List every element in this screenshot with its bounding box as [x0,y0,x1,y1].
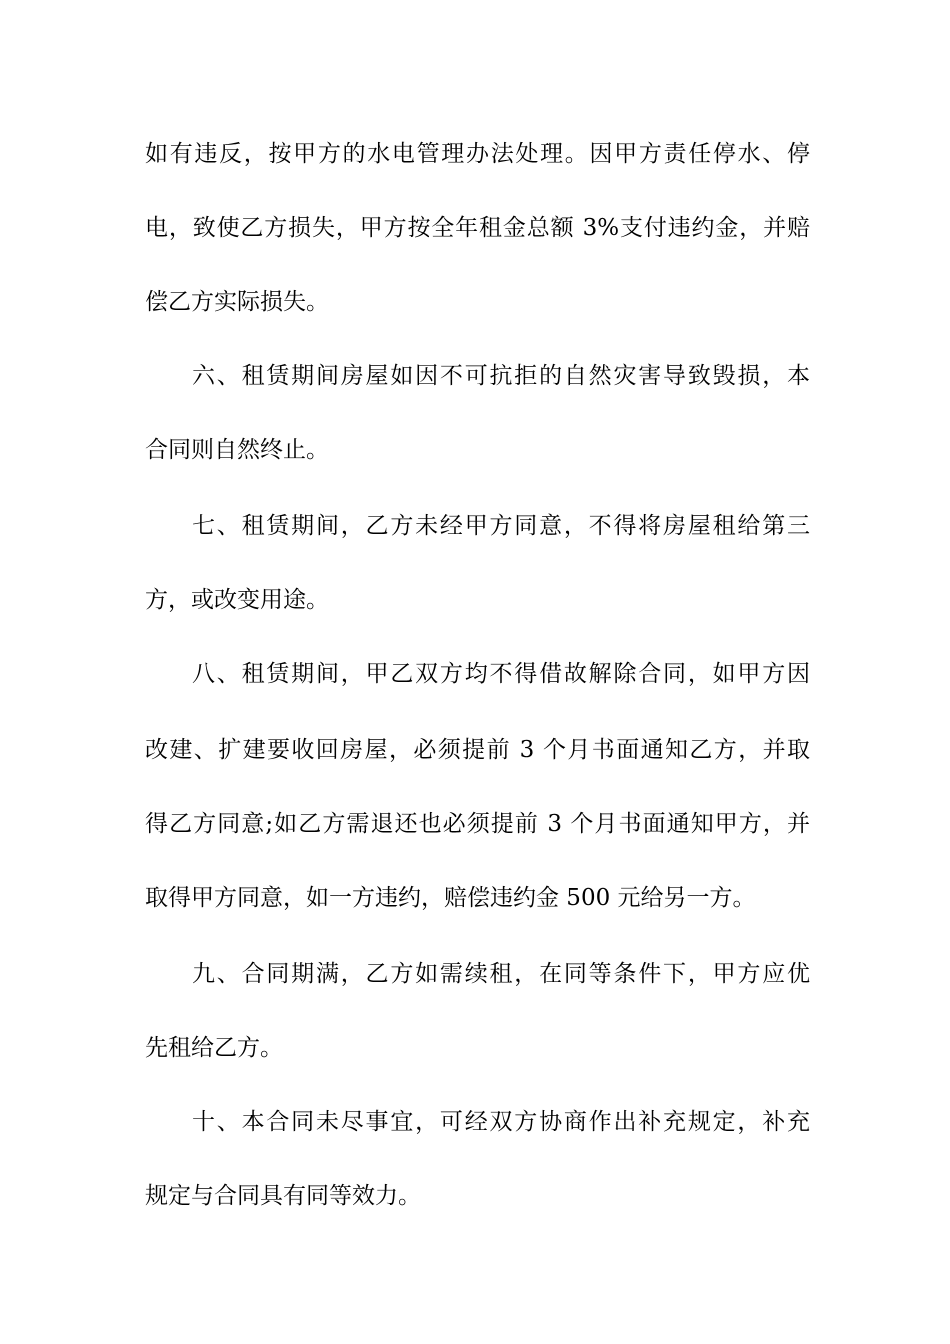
text-line: 偿乙方实际损失。 [145,289,329,315]
text-line: 得乙方同意;如乙方需退还也必须提前 3 个月书面通知甲方，并 [145,811,810,837]
text-line: 电，致使乙方损失，甲方按全年租金总额 3%支付违约金，并赔 [145,215,810,241]
clause-6-start: 六、租赁期间房屋如因不可抗拒的自然灾害导致毁损，本 [192,363,810,389]
text-line: 取得甲方同意，如一方违约，赔偿违约金 500 元给另一方。 [145,885,756,911]
clause-9-start: 九、合同期满，乙方如需续租，在同等条件下，甲方应优 [192,961,810,987]
text-line: 先租给乙方。 [145,1035,283,1061]
clause-8-start: 八、租赁期间，甲乙双方均不得借故解除合同，如甲方因 [192,661,810,687]
text-line: 如有违反，按甲方的水电管理办法处理。因甲方责任停水、停 [145,141,810,167]
text-line: 合同则自然终止。 [145,437,329,463]
text-line: 改建、扩建要收回房屋，必须提前 3 个月书面通知乙方，并取 [145,737,810,763]
text-line: 方，或改变用途。 [145,587,329,613]
clause-7-start: 七、租赁期间，乙方未经甲方同意，不得将房屋租给第三 [192,513,810,539]
clause-10-start: 十、本合同未尽事宜，可经双方协商作出补充规定，补充 [192,1109,810,1135]
text-line: 规定与合同具有同等效力。 [145,1183,421,1209]
